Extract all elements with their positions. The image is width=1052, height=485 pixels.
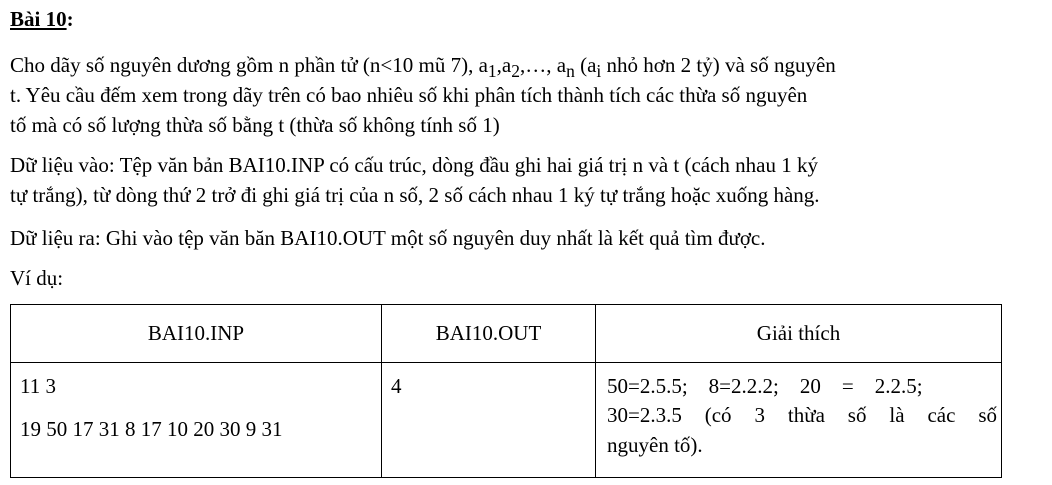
example-label: Ví dụ:: [10, 266, 64, 290]
example-table: [10, 304, 1002, 478]
exercise-title: [10, 7, 74, 31]
problem-text: Cho dãy số nguyên dương gồm n phần tử (n<10 mũ 7), a: [10, 53, 488, 77]
problem-line-2: t. Yêu cầu đếm xem trong dãy trên có bao nhiêu số khi phân tích thành tích các thừa số nguyên: [10, 83, 808, 107]
header-output-file: BAI10.OUT: [382, 305, 596, 363]
input-description-line-1: Dữ liệu vào: Tệp văn bản BAI10.INP có cấu trúc, dòng đầu ghi hai giá trị n và t (cách nhau 1 ký: [10, 153, 818, 177]
input-description-line-2: tự trắng), từ dòng thứ 2 trở đi ghi giá trị của n số, 2 số cách nhau 1 ký tự trắng hoặc xuống hàng.: [10, 183, 820, 207]
table-row: [11, 363, 1002, 478]
explanation-line-2: 30=2.3.5 (có 3 thừa số là các số: [607, 403, 997, 427]
header-explanation: Giải thích: [596, 305, 1002, 363]
problem-text: ,…, a: [520, 53, 567, 77]
exercise-title-colon: :: [66, 7, 74, 31]
problem-line-3: tố mà có số lượng thừa số bằng t (thừa số không tính số 1): [10, 113, 500, 137]
output-description: Dữ liệu ra: Ghi vào tệp văn băn BAI10.OUT một số nguyên duy nhất là kết quả tìm được.: [10, 226, 766, 250]
subscript: 1: [487, 61, 497, 82]
input-cell: [11, 363, 382, 478]
input-line-2: 19 50 17 31 8 17 10 20 30 9 31: [20, 417, 283, 441]
subscript: i: [596, 61, 602, 82]
table-header-row: [11, 305, 1002, 363]
input-line-1: 11 3: [20, 374, 56, 398]
output-value: 4: [391, 374, 402, 398]
output-cell: [382, 363, 596, 478]
explanation-cell: [596, 363, 1002, 478]
explanation-line-3: nguyên tố).: [607, 433, 703, 457]
problem-text: (a: [574, 53, 597, 77]
problem-line-1: [10, 53, 836, 83]
subscript: n: [566, 61, 575, 82]
subscript: 2: [511, 61, 520, 82]
header-input-file: BAI10.INP: [11, 305, 382, 363]
explanation-line-1: 50=2.5.5; 8=2.2.2; 20 = 2.2.5;: [607, 374, 923, 398]
problem-text: ,a: [496, 53, 512, 77]
problem-text: nhỏ hơn 2 tỷ) và số nguyên: [601, 53, 836, 77]
exercise-title-text: Bài 10: [10, 7, 67, 31]
